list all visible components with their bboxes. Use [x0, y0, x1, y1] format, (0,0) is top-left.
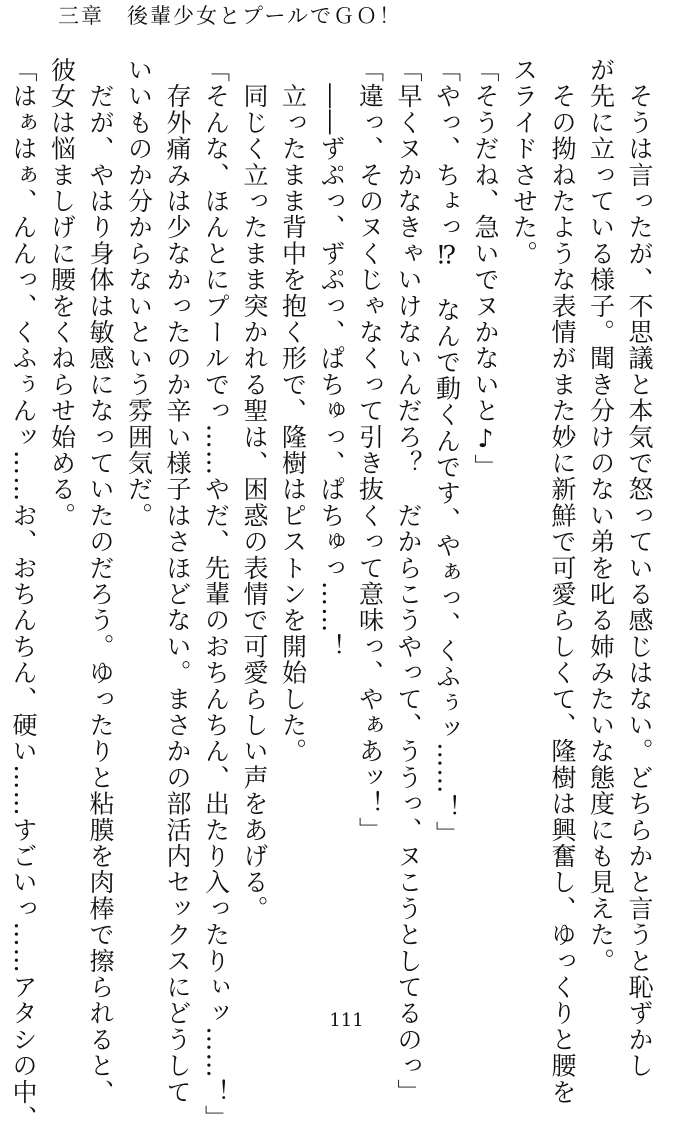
- text-line: 「違っ、そのヌくじゃなくって引き抜くって意味っ、やぁあッ！」: [355, 57, 385, 843]
- text-line: が先に立っている様子。聞き分けのない弟を叱る姉みたいな態度にも見えた。: [586, 57, 616, 975]
- text-line: 「早くヌかなきゃいけないんだろ？ だからこうやって、ううっ、ヌこうとしてるのっ」: [394, 57, 423, 1105]
- text-line: だが、やはり身体は敏感になっていたのだろう。ゆったりと粘膜を肉棒で擦られると、: [86, 57, 115, 1105]
- text-line: そうは言ったが、不思議と本気で怒っている感じはない。どちらかと言うと恥ずかし: [625, 57, 654, 1079]
- text-line: 「はぁはぁ、んんっ、くふぅんッ……お、おちんちん、硬い……すごいっ……アタシの中、: [9, 57, 38, 1131]
- text-line: スライドさせた。: [509, 57, 539, 267]
- text-line: 「やっ、ちょっ⁉ なんで動くんです、やぁっ、くふぅッ……！」: [432, 57, 462, 847]
- text-line: 彼女は悩ましげに腰をくねらせ始める。: [47, 57, 77, 529]
- page-number: 111: [329, 1010, 364, 1031]
- text-line: 「そんな、ほんとにプールでっ……やだ、先輩のおちんちん、出たり入ったりぃッ……！」: [201, 57, 231, 1131]
- text-line: 「そうだね、急いでヌかないと♪」: [471, 57, 500, 481]
- text-line: いいものか分からないという雰囲気だ。: [124, 57, 154, 529]
- text-line: 存外痛みは少なかったのか辛い様子はさほどない。まさかの部活内セックスにどうして: [163, 57, 192, 1105]
- text-line: 立ったまま背中を抱く形で、隆樹はピストンを開始した。: [278, 57, 308, 765]
- text-line: 同じく立ったまま突かれる聖は、困惑の表情で可愛らしい声をあげる。: [240, 57, 269, 922]
- text-line: ――ずぷっ、ずぷっ、ぱちゅっ、ぱちゅっ……！: [317, 57, 346, 660]
- chapter-header: 三章 後輩少女とプールでＧＯ！: [58, 4, 402, 28]
- text-line: その拗ねたような表情がまた妙に新鮮で可愛らしくて、隆樹は興奮し、ゆっくりと腰を: [548, 57, 577, 1105]
